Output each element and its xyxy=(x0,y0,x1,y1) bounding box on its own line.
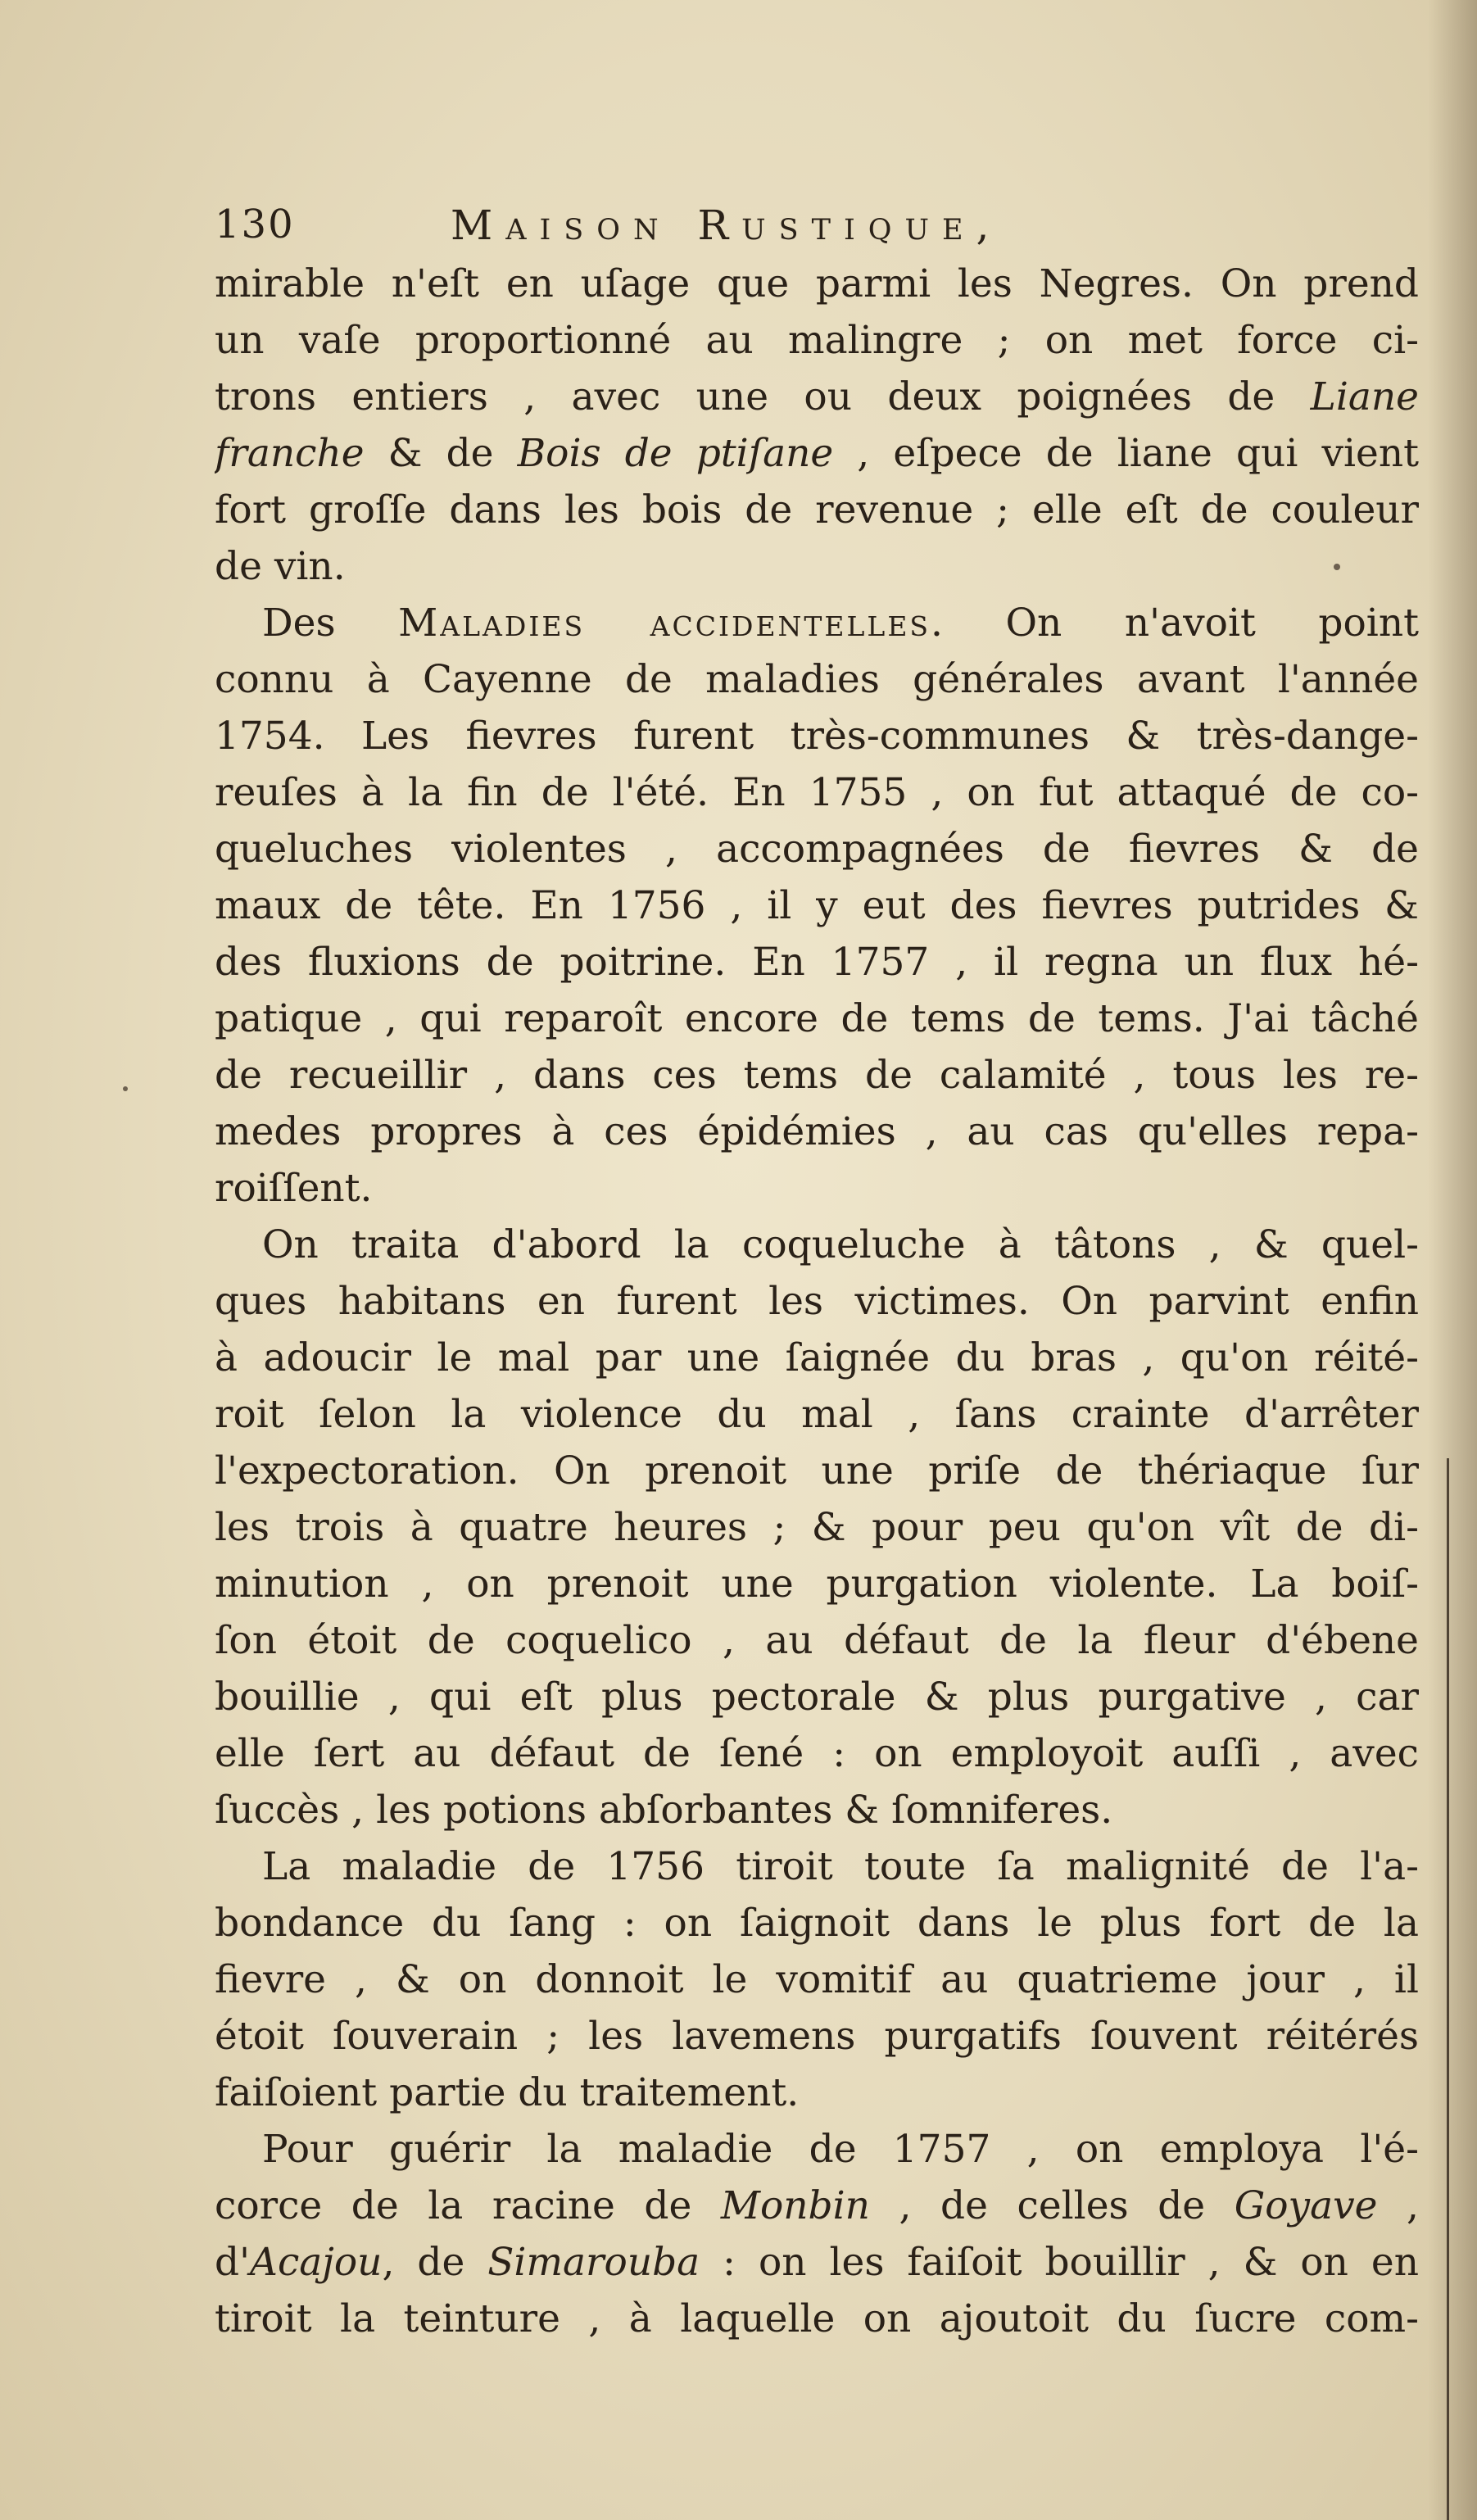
section-heading: Maladies accidentelles xyxy=(398,601,931,646)
text-line: medes propres à ces épidémies , au cas qu'elles repa- xyxy=(215,1109,1419,1154)
text-line: connu à Cayenne de maladies générales avant l'année xyxy=(215,657,1419,702)
text-line: ſuccès , les potions abſorbantes & ſomniferes. xyxy=(215,1788,1113,1833)
text-line: ſon étoit de coquelico , au défaut de la fleur d'ébene xyxy=(215,1618,1419,1663)
text-line: de vin. xyxy=(215,544,346,589)
text-line: reuſes à la fin de l'été. En 1755 , on fut attaqué de co- xyxy=(215,770,1419,815)
text-line: bouillie , qui eſt plus pectorale & plus purgative , car xyxy=(215,1675,1419,1720)
page-header xyxy=(215,202,1419,259)
page-edge-line xyxy=(1447,1458,1449,2520)
text-line: à adoucir le mal par une ſaignée du bras , qu'on réité- xyxy=(215,1335,1419,1380)
text-line: maux de tête. En 1756 , il y eut des fievres putrides & xyxy=(215,883,1419,928)
text-line: elle ſert au défaut de ſené : on employoit auſſi , avec xyxy=(215,1731,1419,1776)
text-line: fort groſſe dans les bois de revenue ; elle eſt de couleur xyxy=(215,487,1419,533)
text-line: ques habitans en furent les victimes. On parvint enfin xyxy=(215,1279,1419,1324)
text-line: fievre , & on donnoit le vomitif au quatrieme jour , il xyxy=(215,1957,1419,2002)
text-line: corce de la racine de Monbin , de celles de Goyave , xyxy=(215,2183,1419,2228)
text-line: un vaſe proportionné au malingre ; on met force ci- xyxy=(215,318,1419,363)
text-line: faiſoient partie du traitement. xyxy=(215,2070,800,2115)
text-line: l'expectoration. On prenoit une priſe de thériaque ſur xyxy=(215,1448,1419,1493)
text-line: de recueillir , dans ces tems de calamité , tous les re- xyxy=(215,1053,1419,1098)
text-line: mirable n'eſt en uſage que parmi les Negres. On prend xyxy=(215,261,1419,306)
text-line: les trois à quatre heures ; & pour peu qu'on vît de di- xyxy=(215,1505,1419,1550)
ink-spot xyxy=(123,1086,128,1091)
text-line: minution , on prenoit une purgation violente. La boiſ- xyxy=(215,1561,1419,1607)
text-line: roit ſelon la violence du mal , ſans crainte d'arrêter xyxy=(215,1392,1419,1437)
text-line: des fluxions de poitrine. En 1757 , il regna un flux hé- xyxy=(215,940,1419,985)
page-number: 130 xyxy=(215,202,295,247)
running-title: Maison Rustique, xyxy=(451,202,1003,249)
text-line: La maladie de 1756 tiroit toute ſa malignité de l'a- xyxy=(262,1844,1419,1889)
text-line: Des Maladies accidentelles. On n'avoit point xyxy=(262,601,1419,646)
text-line: On traita d'abord la coqueluche à tâtons , & quel- xyxy=(262,1222,1419,1267)
text-line: trons entiers , avec une ou deux poignées de Liane xyxy=(215,374,1419,419)
text-line: tiroit la teinture , à laquelle on ajoutoit du ſucre com- xyxy=(215,2296,1419,2341)
text-line: bondance du ſang : on ſaignoit dans le plus fort de la xyxy=(215,1901,1419,1946)
text-line: franche & de Bois de ptiſane , eſpece de liane qui vient xyxy=(215,431,1419,476)
text-line: 1754. Les fievres furent très-communes & très-dange- xyxy=(215,714,1419,759)
page-edge-shadow xyxy=(1428,0,1477,2520)
text-line: roiſſent. xyxy=(215,1166,373,1211)
text-line: queluches violentes , accompagnées de fievres & de xyxy=(215,827,1419,872)
text-line: d'Acajou, de Simarouba : on les faiſoit bouillir , & on en xyxy=(215,2240,1419,2285)
text-line: Pour guérir la maladie de 1757 , on employa l'é- xyxy=(262,2127,1419,2172)
text-line: étoit ſouverain ; les lavemens purgatifs ſouvent réitérés xyxy=(215,2014,1419,2059)
body-text xyxy=(215,256,1419,2347)
text-line: patique , qui reparoît encore de tems de tems. J'ai tâché xyxy=(215,996,1419,1041)
